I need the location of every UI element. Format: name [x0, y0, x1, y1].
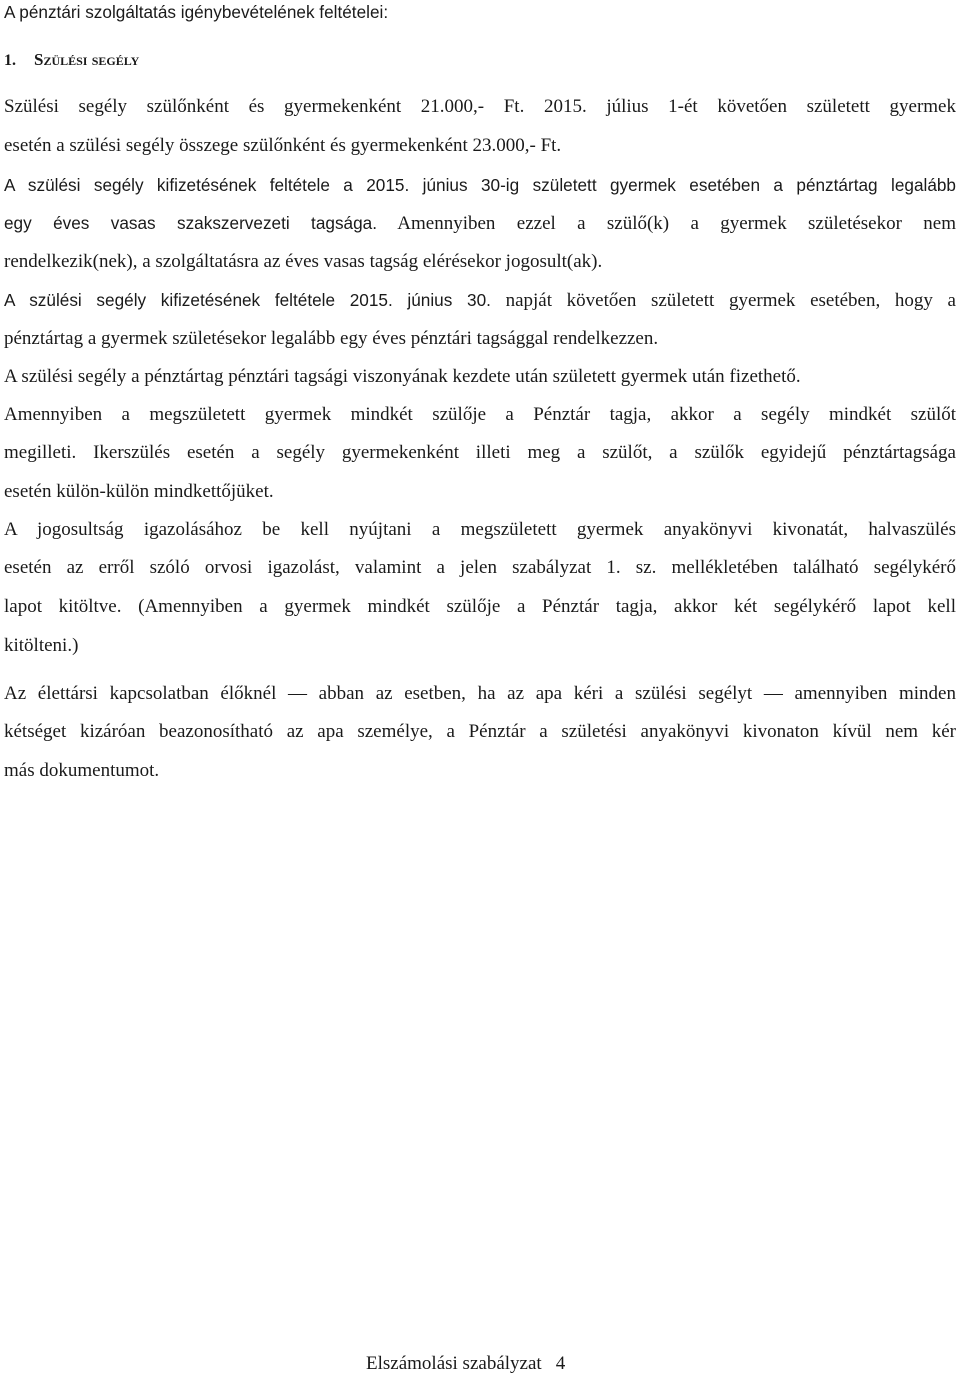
- text-segment: rendelkezik(nek), a szolgáltatásra az éves vasas tagság elérésekor jogosult(ak).: [4, 251, 603, 272]
- text-line-6: [4, 288, 956, 313]
- text-line-12: [4, 518, 956, 542]
- text-line-7: [4, 327, 956, 351]
- text-line-1: [4, 95, 956, 119]
- text-segment: Szülési segély szülőnként és gyermekenként 21.000,- Ft. 2015. július 1-ét követően született gyermek: [4, 96, 956, 117]
- text-segment: megilleti. Ikerszülés esetén a segély gyermekenként illeti meg a szülőt, a szülők egyidejű pénztártagsága: [4, 442, 956, 463]
- text-segment: A szülési segély a pénztártag pénztári tagsági viszonyának kezdete után született gyermek után fizethető.: [4, 366, 801, 387]
- text-segment: kitölteni.): [4, 635, 79, 656]
- text-segment: más dokumentumot.: [4, 760, 160, 781]
- text-segment: Az élettársi kapcsolatban élőknél — abban az esetben, ha az apa kéri a szülési segélyt — amennyiben minden: [4, 683, 956, 704]
- text-line-9: [4, 403, 956, 427]
- text-line-10: [4, 441, 956, 465]
- text-segment: kétséget kizáróan beazonosítható az apa személye, a Pénztár a születési anyakönyvi kivonaton kívül nem kér: [4, 721, 956, 742]
- text-line-17: [4, 720, 956, 744]
- section-number: 1.: [4, 52, 16, 69]
- text-line-14: [4, 595, 956, 619]
- text-segment: esetén az erről szóló orvosi igazolást, valamint a jelen szabályzat 1. sz. mellékletében található segélykérő: [4, 557, 956, 578]
- text-line-4: [4, 211, 956, 236]
- text-line-18: [4, 759, 956, 783]
- text-line-16: [4, 682, 956, 706]
- text-line-2: [4, 134, 956, 158]
- intro-line: A pénztári szolgáltatás igénybevételének feltételei:: [4, 2, 389, 22]
- page-number: 4: [555, 1353, 566, 1374]
- text-segment: pénztártag a gyermek születésekor legalább egy éves pénztári tagsággal rendelkezzen.: [4, 328, 659, 349]
- text-line-11: [4, 480, 956, 504]
- text-line-13: [4, 556, 956, 580]
- section-heading: [4, 48, 956, 73]
- text-line-8: [4, 365, 956, 389]
- text-segment: esetén külön-külön mindkettőjüket.: [4, 481, 274, 502]
- text-segment: egy éves vasas szakszervezeti tagsága.: [4, 213, 377, 233]
- text-segment: esetén a szülési segély összege szülőnként és gyermekenként 23.000,- Ft.: [4, 135, 562, 156]
- text-segment: Amennyiben a megszületett gyermek mindkét szülője a Pénztár tagja, akkor a segély mindkét szülőt: [4, 404, 956, 425]
- text-segment: Amennyiben ezzel a szülő(k) a gyermek születésekor nem: [377, 213, 956, 234]
- text-segment: napját követően született gyermek esetében, hogy a: [490, 290, 956, 311]
- text-line-3: [4, 173, 956, 197]
- footer-title: Elszámolási szabályzat: [366, 1353, 542, 1374]
- text-line-15: [4, 634, 956, 658]
- text-segment: A jogosultság igazolásához be kell nyújtani a megszületett gyermek anyakönyvi kivonatát, halvaszülés: [4, 519, 956, 540]
- text-segment: A szülési segély kifizetésének feltétele 2015. június 30.: [4, 290, 491, 310]
- text-segment: A szülési segély kifizetésének feltétele a 2015. június 30-ig született gyermek esetében a pénztártag legalább: [4, 175, 956, 195]
- section-title: Szülési segély: [34, 50, 140, 69]
- text-line-5: [4, 250, 956, 274]
- page-footer: [366, 1353, 565, 1375]
- text-segment: lapot kitöltve. (Amennyiben a gyermek mindkét szülője a Pénztár tagja, akkor két segélykérő lapot kell: [4, 596, 956, 617]
